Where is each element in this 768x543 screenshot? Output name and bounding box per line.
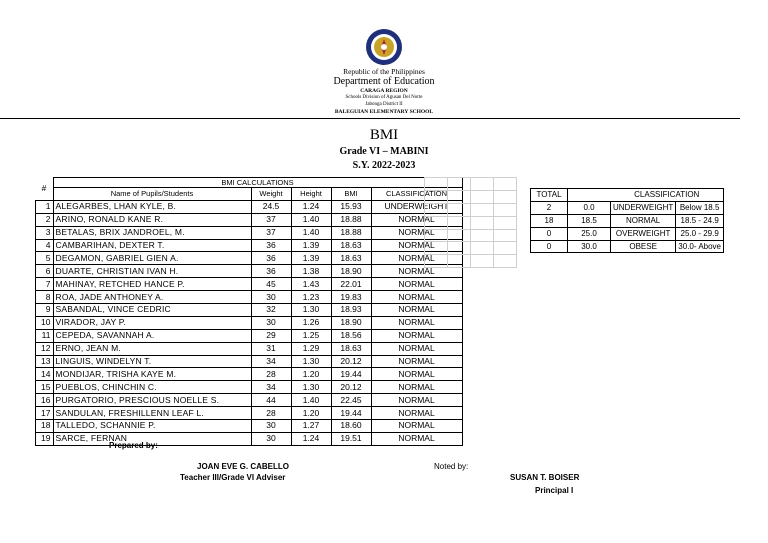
- student-name: MAHINAY, RETCHED HANCE P.: [53, 278, 251, 291]
- empty-cell: [448, 229, 471, 242]
- bmi-cell: 18.88: [331, 213, 371, 226]
- row-number: 18: [36, 420, 54, 433]
- empty-cell: [448, 255, 471, 268]
- student-name: ALEGARBES, LHAN KYLE, B.: [53, 200, 251, 213]
- row-number: 6: [36, 265, 54, 278]
- col-header-name: Name of Pupils/Students: [53, 188, 251, 201]
- table-row: [36, 200, 463, 213]
- table-row: [36, 394, 463, 407]
- empty-cell: [471, 203, 494, 216]
- empty-grid: [424, 177, 517, 268]
- empty-cell: [471, 190, 494, 203]
- classification-cell: NORMAL: [371, 342, 462, 355]
- summary-total: 18: [531, 214, 568, 227]
- height-cell: 1.20: [291, 368, 331, 381]
- height-cell: 1.38: [291, 265, 331, 278]
- classification-cell: NORMAL: [371, 239, 462, 252]
- bmi-cell: 18.93: [331, 304, 371, 317]
- height-cell: 1.30: [291, 304, 331, 317]
- height-cell: 1.29: [291, 342, 331, 355]
- empty-cell: [448, 178, 471, 191]
- col-header-bmi: BMI: [331, 188, 371, 201]
- classification-cell: NORMAL: [371, 226, 462, 239]
- summary-range: Below 18.5: [676, 201, 724, 214]
- student-name: ARINO, RONALD KANE R.: [53, 213, 251, 226]
- bmi-cell: 19.44: [331, 368, 371, 381]
- classification-cell: NORMAL: [371, 329, 462, 342]
- summary-label: OBESE: [611, 240, 676, 253]
- empty-cell: [448, 203, 471, 216]
- row-number: 11: [36, 329, 54, 342]
- bmi-cell: 15.93: [331, 200, 371, 213]
- bmi-cell: 18.90: [331, 265, 371, 278]
- prepared-by-label: Prepared by:: [109, 441, 158, 450]
- row-number: 7: [36, 278, 54, 291]
- empty-cell: [448, 242, 471, 255]
- empty-cell: [448, 190, 471, 203]
- row-number: 16: [36, 394, 54, 407]
- weight-cell: 28: [251, 368, 291, 381]
- header-region: CARAGA REGION: [360, 88, 408, 94]
- weight-cell: 34: [251, 355, 291, 368]
- classification-cell: NORMAL: [371, 265, 462, 278]
- header-department: Department of Education: [333, 76, 435, 87]
- weight-cell: 34: [251, 381, 291, 394]
- row-number: 1: [36, 200, 54, 213]
- weight-cell: 45: [251, 278, 291, 291]
- preparer-name: JOAN EVE G. CABELLO: [197, 462, 290, 471]
- empty-cell: [448, 216, 471, 229]
- bmi-table: [35, 177, 463, 446]
- table-row: [36, 329, 463, 342]
- bmi-cell: 18.90: [331, 316, 371, 329]
- student-name: ROA, JADE ANTHONEY A.: [53, 291, 251, 304]
- table-row: [36, 381, 463, 394]
- summary-blank-header: [568, 189, 611, 202]
- noted-by-label: Noted by:: [434, 462, 469, 471]
- grade-section: Grade VI – MABINI: [339, 146, 429, 157]
- group-header: BMI CALCULATIONS: [53, 178, 462, 188]
- header-division: Schools Division of Agusan Del Norte: [345, 95, 423, 100]
- preparer-title: Teacher III/Grade VI Adviser: [180, 473, 286, 482]
- classification-cell: NORMAL: [371, 252, 462, 265]
- bmi-cell: 19.51: [331, 432, 371, 445]
- bmi-cell: 19.83: [331, 291, 371, 304]
- summary-total: 0: [531, 227, 568, 240]
- table-row: [36, 355, 463, 368]
- bmi-cell: 18.88: [331, 226, 371, 239]
- summary-row: [531, 240, 724, 253]
- weight-cell: 32: [251, 304, 291, 317]
- row-number: 12: [36, 342, 54, 355]
- summary-range: 30.0- Above: [676, 240, 724, 253]
- weight-cell: 36: [251, 252, 291, 265]
- row-number: 15: [36, 381, 54, 394]
- student-name: DEGAMON, GABRIEL GIEN A.: [53, 252, 251, 265]
- table-row: [36, 342, 463, 355]
- num-header: #: [36, 178, 54, 201]
- height-cell: 1.26: [291, 316, 331, 329]
- table-row: [36, 304, 463, 317]
- noter-name: SUSAN T. BOISER: [510, 473, 580, 482]
- height-cell: 1.24: [291, 200, 331, 213]
- school-year: S.Y. 2022-2023: [352, 160, 416, 171]
- student-name: CAMBARIHAN, DEXTER T.: [53, 239, 251, 252]
- weight-cell: 31: [251, 342, 291, 355]
- weight-cell: 28: [251, 407, 291, 420]
- bmi-cell: 18.60: [331, 420, 371, 433]
- row-number: 14: [36, 368, 54, 381]
- classification-cell: NORMAL: [371, 213, 462, 226]
- summary-label: NORMAL: [611, 214, 676, 227]
- summary-total: 2: [531, 201, 568, 214]
- height-cell: 1.40: [291, 394, 331, 407]
- summary-value: 25.0: [568, 227, 611, 240]
- summary-total-header: TOTAL: [531, 189, 568, 202]
- bmi-cell: 19.44: [331, 407, 371, 420]
- height-cell: 1.25: [291, 329, 331, 342]
- height-cell: 1.30: [291, 381, 331, 394]
- weight-cell: 30: [251, 316, 291, 329]
- summary-row: [531, 201, 724, 214]
- row-number: 2: [36, 213, 54, 226]
- header-republic: Republic of the Philippines: [343, 67, 425, 76]
- row-number: 3: [36, 226, 54, 239]
- table-row: [36, 316, 463, 329]
- empty-cell: [494, 229, 517, 242]
- deped-seal: [365, 28, 403, 66]
- student-name: MONDIJAR, TRISHA KAYE M.: [53, 368, 251, 381]
- student-name: SARCE, FERNAN: [53, 432, 251, 445]
- table-row: [36, 265, 463, 278]
- table-row: [36, 239, 463, 252]
- empty-cell: [425, 255, 448, 268]
- height-cell: 1.43: [291, 278, 331, 291]
- weight-cell: 30: [251, 291, 291, 304]
- bmi-cell: 22.01: [331, 278, 371, 291]
- classification-cell: NORMAL: [371, 291, 462, 304]
- summary-table: [530, 188, 724, 253]
- student-name: VIRADOR, JAY P.: [53, 316, 251, 329]
- bmi-cell: 18.56: [331, 329, 371, 342]
- classification-cell: UNDERWEIGHT: [371, 200, 462, 213]
- height-cell: 1.20: [291, 407, 331, 420]
- empty-cell: [494, 216, 517, 229]
- classification-cell: NORMAL: [371, 420, 462, 433]
- empty-cell: [425, 216, 448, 229]
- empty-cell: [425, 229, 448, 242]
- summary-range: 18.5 - 24.9: [676, 214, 724, 227]
- student-name: SANDULAN, FRESHILLENN LEAF L.: [53, 407, 251, 420]
- summary-total: 0: [531, 240, 568, 253]
- weight-cell: 30: [251, 420, 291, 433]
- student-name: DUARTE, CHRISTIAN IVAN H.: [53, 265, 251, 278]
- summary-value: 0.0: [568, 201, 611, 214]
- height-cell: 1.39: [291, 239, 331, 252]
- empty-cell: [494, 203, 517, 216]
- classification-cell: NORMAL: [371, 407, 462, 420]
- classification-cell: NORMAL: [371, 355, 462, 368]
- bmi-cell: 18.63: [331, 239, 371, 252]
- weight-cell: 36: [251, 239, 291, 252]
- row-number: 10: [36, 316, 54, 329]
- row-number: 9: [36, 304, 54, 317]
- empty-cell: [425, 190, 448, 203]
- weight-cell: 44: [251, 394, 291, 407]
- bmi-cell: 18.63: [331, 342, 371, 355]
- classification-cell: NORMAL: [371, 432, 462, 445]
- summary-label: UNDERWEIGHT: [611, 201, 676, 214]
- table-row: [36, 226, 463, 239]
- classification-cell: NORMAL: [371, 394, 462, 407]
- row-number: 8: [36, 291, 54, 304]
- table-row: [36, 213, 463, 226]
- bmi-cell: 20.12: [331, 355, 371, 368]
- empty-cell: [494, 190, 517, 203]
- table-row: [36, 432, 463, 445]
- student-name: SABANDAL, VINCE CEDRIC: [53, 304, 251, 317]
- header-divider: [0, 118, 740, 119]
- classification-cell: NORMAL: [371, 368, 462, 381]
- row-number: 13: [36, 355, 54, 368]
- weight-cell: 29: [251, 329, 291, 342]
- table-row: [36, 407, 463, 420]
- student-name: CEPEDA, SAVANNAH A.: [53, 329, 251, 342]
- height-cell: 1.23: [291, 291, 331, 304]
- empty-cell: [425, 203, 448, 216]
- header-district: Jabonga District II: [365, 102, 403, 107]
- weight-cell: 37: [251, 213, 291, 226]
- header-school: BALEGUIAN ELEMENTARY SCHOOL: [334, 109, 434, 115]
- table-row: [36, 278, 463, 291]
- empty-cell: [471, 178, 494, 191]
- empty-cell: [425, 242, 448, 255]
- summary-row: [531, 227, 724, 240]
- col-header-classification: CLASSIFICATION: [371, 188, 462, 201]
- empty-cell: [425, 178, 448, 191]
- summary-classification-header: CLASSIFICATION: [611, 189, 724, 202]
- height-cell: 1.27: [291, 420, 331, 433]
- student-name: ERNO, JEAN M.: [53, 342, 251, 355]
- col-header-height: Height: [291, 188, 331, 201]
- empty-cell: [471, 255, 494, 268]
- row-number: 19: [36, 432, 54, 445]
- summary-value: 18.5: [568, 214, 611, 227]
- bmi-cell: 18.63: [331, 252, 371, 265]
- summary-row: [531, 214, 724, 227]
- classification-cell: NORMAL: [371, 316, 462, 329]
- summary-label: OVERWEIGHT: [611, 227, 676, 240]
- empty-cell: [494, 255, 517, 268]
- weight-cell: 37: [251, 226, 291, 239]
- student-name: TALLEDO, SCHANNIE P.: [53, 420, 251, 433]
- row-number: 17: [36, 407, 54, 420]
- table-row: [36, 368, 463, 381]
- summary-range: 25.0 - 29.9: [676, 227, 724, 240]
- page-title: BMI: [369, 127, 399, 143]
- weight-cell: 24.5: [251, 200, 291, 213]
- row-number: 5: [36, 252, 54, 265]
- height-cell: 1.40: [291, 213, 331, 226]
- classification-cell: NORMAL: [371, 278, 462, 291]
- student-name: LINGUIS, WINDELYN T.: [53, 355, 251, 368]
- empty-cell: [494, 178, 517, 191]
- table-row: [36, 420, 463, 433]
- student-name: BETALAS, BRIX JANDROEL, M.: [53, 226, 251, 239]
- col-header-weight: Weight: [251, 188, 291, 201]
- bmi-cell: 20.12: [331, 381, 371, 394]
- row-number: 4: [36, 239, 54, 252]
- empty-cell: [494, 242, 517, 255]
- summary-value: 30.0: [568, 240, 611, 253]
- height-cell: 1.39: [291, 252, 331, 265]
- height-cell: 1.40: [291, 226, 331, 239]
- weight-cell: 36: [251, 265, 291, 278]
- noter-title: Principal I: [535, 486, 574, 495]
- student-name: PUEBLOS, CHINCHIN C.: [53, 381, 251, 394]
- classification-cell: NORMAL: [371, 381, 462, 394]
- bmi-cell: 22.45: [331, 394, 371, 407]
- height-cell: 1.30: [291, 355, 331, 368]
- weight-cell: 30: [251, 432, 291, 445]
- classification-cell: NORMAL: [371, 304, 462, 317]
- empty-cell: [471, 242, 494, 255]
- table-row: [36, 291, 463, 304]
- empty-cell: [471, 229, 494, 242]
- empty-cell: [471, 216, 494, 229]
- height-cell: 1.24: [291, 432, 331, 445]
- student-name: PURGATORIO, PRESCIOUS NOELLE S.: [53, 394, 251, 407]
- table-row: [36, 252, 463, 265]
